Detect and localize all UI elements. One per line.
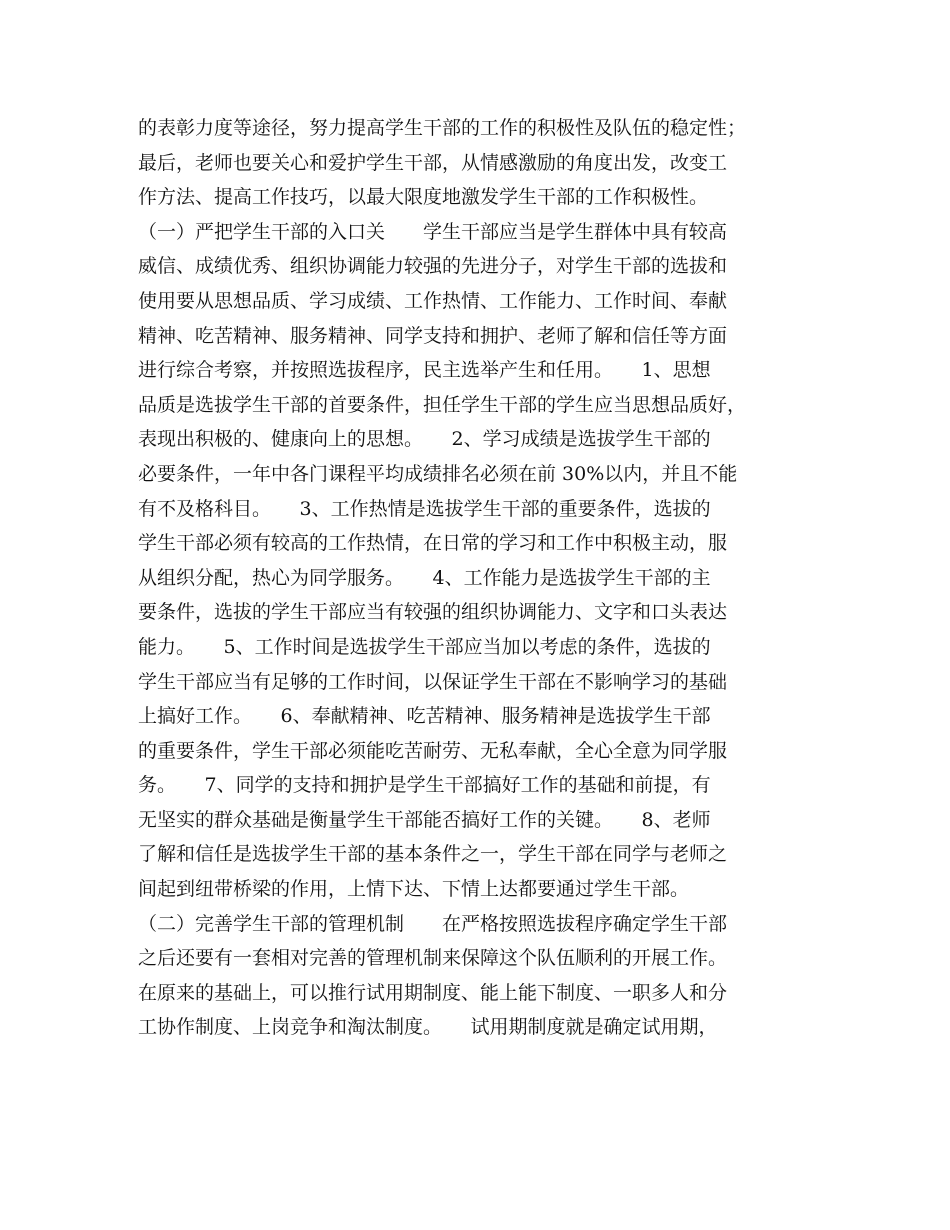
text-line: 必要条件，一年中各门课程平均成绩排名必须在前 30%以内，并且不能	[138, 462, 738, 485]
text-line: 表现出积极的、健康向上的思想。 2、学习成绩是选拔学生干部的	[138, 428, 711, 451]
text-line: 间起到纽带桥梁的作用，上情下达、下情上达都要通过学生干部。	[138, 878, 690, 901]
text-line: 进行综合考察，并按照选拔程序，民主选举产生和任用。 1、思想	[138, 359, 711, 382]
text-line: 有不及格科目。 3、工作热情是选拔学生干部的重要条件，选拔的	[138, 497, 711, 520]
text-line: 最后，老师也要关心和爱护学生干部，从情感激励的角度出发，改变工	[138, 151, 728, 174]
text-line: 要条件，选拔的学生干部应当有较强的组织协调能力、文字和口头表达	[138, 601, 728, 624]
text-line: 务。 7、同学的支持和拥护是学生干部搞好工作的基础和前提，有	[138, 774, 711, 797]
text-line: 学生干部应当有足够的工作时间，以保证学生干部在不影响学习的基础	[138, 670, 728, 693]
body-text	[138, 111, 828, 1045]
text-line: 使用要从思想品质、学习成绩、工作热情、工作能力、工作时间、奉献	[138, 289, 728, 312]
text-line: （二）完善学生干部的管理机制 在严格按照选拔程序确定学生干部	[138, 912, 728, 935]
text-line: 作方法、提高工作技巧，以最大限度地激发学生干部的工作积极性。	[138, 186, 709, 209]
text-line: 在原来的基础上，可以推行试用期制度、能上能下制度、一职多人和分	[138, 981, 728, 1004]
text-line: 工协作制度、上岗竞争和淘汰制度。 试用期制度就是确定试用期，	[138, 1016, 718, 1039]
text-line: 从组织分配，热心为同学服务。 4、工作能力是选拔学生干部的主	[138, 566, 711, 589]
text-line: 上搞好工作。 6、奉献精神、吃苦精神、服务精神是选拔学生干部	[138, 705, 711, 728]
text-line: 了解和信任是选拔学生干部的基本条件之一，学生干部在同学与老师之	[138, 843, 728, 866]
text-line: （一）严把学生干部的入口关 学生干部应当是学生群体中具有较高	[138, 220, 728, 243]
text-line: 无坚实的群众基础是衡量学生干部能否搞好工作的关键。 8、老师	[138, 808, 711, 831]
text-line: 学生干部必须有较高的工作热情，在日常的学习和工作中积极主动，服	[138, 532, 728, 555]
text-line: 之后还要有一套相对完善的管理机制来保障这个队伍顺利的开展工作。	[138, 947, 728, 970]
text-line: 的重要条件，学生干部必须能吃苦耐劳、无私奉献，全心全意为同学服	[138, 739, 728, 762]
text-line: 威信、成绩优秀、组织协调能力较强的先进分子，对学生干部的选拔和	[138, 255, 728, 278]
text-line: 精神、吃苦精神、服务精神、同学支持和拥护、老师了解和信任等方面	[138, 324, 728, 347]
text-line: 品质是选拔学生干部的首要条件，担任学生干部的学生应当思想品质好，	[138, 393, 747, 416]
text-line: 能力。 5、工作时间是选拔学生干部应当加以考虑的条件，选拔的	[138, 635, 711, 658]
text-line: 的表彰力度等途径，努力提高学生干部的工作的积极性及队伍的稳定性；	[138, 117, 747, 139]
